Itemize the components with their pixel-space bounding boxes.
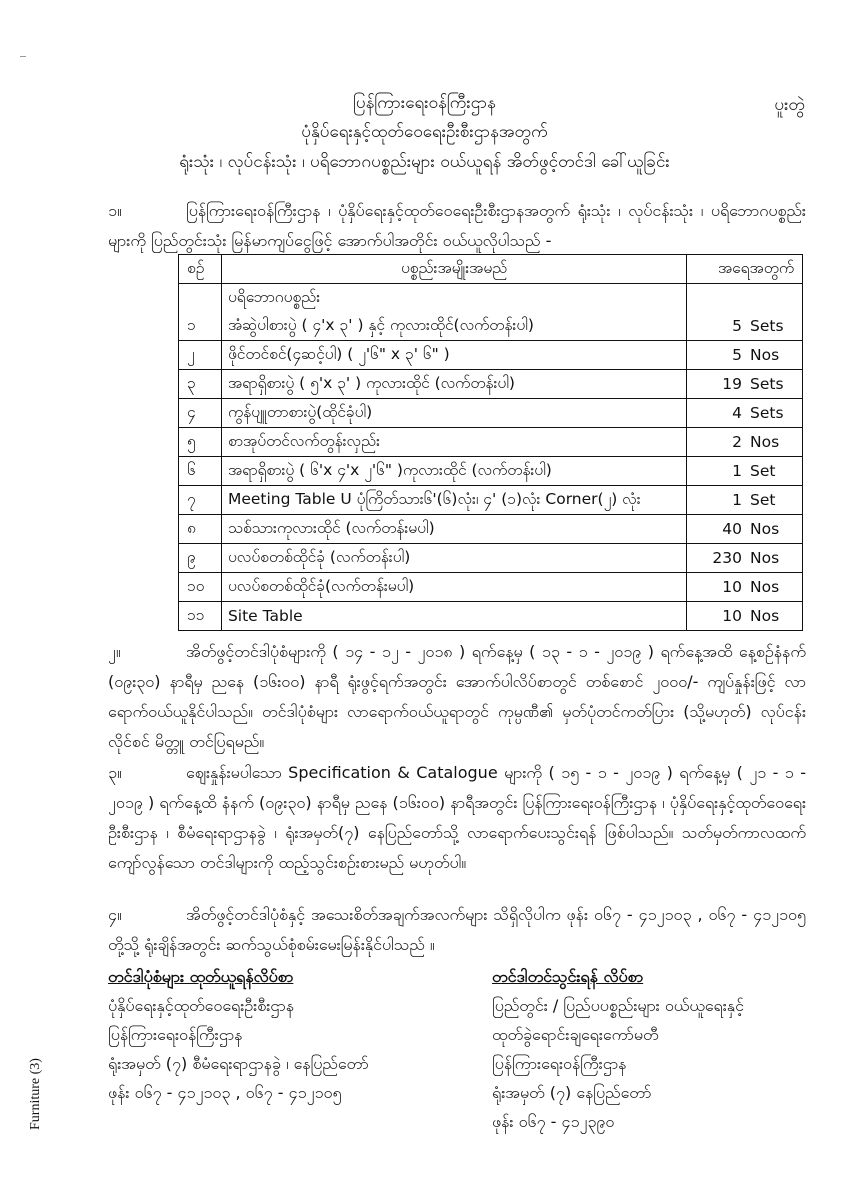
heading-department: ပုံနှိပ်ရေးနှင့်ထုတ်ဝေရေးဦးစီးဌာနအတွက် [301, 122, 548, 142]
address-phone: ဖုန်း ၀၆၇ - ၄၁၂၃၉၀ [492, 1112, 615, 1131]
row-no: ၆ [179, 457, 222, 486]
address-line: ပြည်တွင်း / ပြည်ပပစ္စည်းများ ဝယ်ယူရေးနှင့် [492, 996, 744, 1015]
table-row [179, 341, 803, 370]
row-qty-value: 230 [712, 549, 742, 567]
tender-submission-address [492, 962, 812, 1136]
row-quantity [687, 486, 803, 515]
row-quantity [687, 515, 803, 544]
heading-tender-title: ရုံးသုံး ၊ လုပ်ငန်းသုံး ၊ ပရိဘောဂပစ္စည်းများ ဝယ်ယူရန် အိတ်ဖွင့်တင်ဒါ ခေါ်ယူခြင်း [179, 152, 670, 172]
tender-submission-address-title: တင်ဒါတင်သွင်းရန် လိပ်စာ [492, 967, 644, 986]
header-quantity: အရေအတွက် [687, 255, 803, 284]
paragraph-4 [108, 900, 806, 960]
row-item: အရာရှိစားပွဲ ( ၅'x ၃' ) ကုလားထိုင် (လက်တန်းပါ) [221, 370, 686, 399]
paragraph-4-number: ၄။ [108, 905, 122, 924]
row-no: ၉ [179, 544, 222, 573]
row-no: ၅ [179, 428, 222, 457]
row-qty-value: 5 [732, 346, 742, 364]
row-qty-value: 4 [732, 404, 742, 422]
row-qty-value: 5 [732, 317, 742, 335]
side-file-label: Furniture (3) [28, 1058, 43, 1130]
row-item: စာအုပ်တင်လက်တွန်းလှည်း [221, 428, 686, 457]
row-qty-unit: Sets [750, 404, 784, 422]
scan-mark [20, 56, 26, 57]
table-row [179, 370, 803, 399]
row-qty-unit: Nos [750, 433, 780, 451]
form-collection-address [108, 962, 438, 1107]
address-line: ထုတ်ခွဲရောင်းချရေးကော်မတီ [492, 1025, 659, 1044]
row-no: ၄ [179, 399, 222, 428]
row-item: ပလပ်စတစ်ထိုင်ခုံ(လက်တန်းမပါ) [221, 573, 686, 602]
header-no: စဉ် [179, 255, 222, 284]
paragraph-1 [108, 196, 806, 256]
row-quantity [687, 457, 803, 486]
paragraph-1-number: ၁။ [108, 201, 122, 220]
row-item: အံဆွဲပါစားပွဲ ( ၄'x ၃' ) နှင့် ကုလားထိုင်(လက်တန်းပါ) [221, 312, 686, 341]
heading-ministry: ပြန်ကြားရေးဝန်ကြီးဌာန [353, 93, 496, 113]
row-qty-unit: Set [750, 462, 776, 480]
section-label: ပရိဘောဂပစ္စည်း [221, 284, 686, 313]
row-qty-unit: Set [750, 491, 776, 509]
paragraph-2-number: ၂။ [108, 642, 121, 661]
row-no: ၁ [179, 312, 222, 341]
table-row [179, 544, 803, 573]
header-item-name: ပစ္စည်းအမျိုးအမည် [221, 255, 686, 284]
row-qty-unit: Nos [750, 607, 780, 625]
row-no: ၁၁ [179, 602, 222, 631]
paragraph-2 [108, 637, 806, 757]
address-phone: ဖုန်း ၀၆၇ - ၄၁၂၁၀၃ , ၀၆၇ - ၄၁၂၁၀၅ [108, 1083, 342, 1102]
row-item: Meeting Table U ပုံကြိတ်သား၆'(၆)လုံး၊ ၄' (၁)လုံး Corner(၂) လုံး [221, 486, 686, 515]
row-no: ၇ [179, 486, 222, 515]
row-no: ၁၀ [179, 573, 222, 602]
attachment-label: ပူးတွဲ [774, 95, 805, 115]
row-qty-value: 10 [722, 578, 742, 596]
row-qty-unit: Sets [750, 375, 784, 393]
address-line: ပြန်ကြားရေးဝန်ကြီးဌာန [108, 1025, 243, 1044]
row-item: အရာရှိစားပွဲ ( ၆'x ၄'x ၂'၆" )ကုလားထိုင် (လက်တန်းပါ) [221, 457, 686, 486]
row-item: ကွန်ပျူတာစားပွဲ(ထိုင်ခုံပါ) [221, 399, 686, 428]
items-table [178, 254, 803, 631]
row-item: Site Table [221, 602, 686, 631]
row-qty-unit: Nos [750, 578, 780, 596]
table-row [179, 428, 803, 457]
address-line: ပြန်ကြားရေးဝန်ကြီးဌာန [492, 1054, 627, 1073]
table-row [179, 602, 803, 631]
table-row [179, 515, 803, 544]
table-row [179, 457, 803, 486]
table-row [179, 312, 803, 341]
row-item: သစ်သားကုလားထိုင် (လက်တန်းမပါ) [221, 515, 686, 544]
row-item: ပလပ်စတစ်ထိုင်ခုံ (လက်တန်းပါ) [221, 544, 686, 573]
row-qty-value: 40 [722, 520, 742, 538]
row-quantity [687, 370, 803, 399]
table-row [179, 399, 803, 428]
table-row [179, 486, 803, 515]
row-qty-value: 19 [722, 375, 742, 393]
row-no: ၈ [179, 515, 222, 544]
paragraph-1-text: ပြန်ကြားရေးဝန်ကြီးဌာန ၊ ပုံနှိပ်ရေးနှင့်ထုတ်ဝေရေးဦးစီးဌာနအတွက် ရုံးသုံး ၊ လုပ်ငန်းသုံး ၊ ပရိဘောဂပစ္စည်းများကို ပြည်တွင်းသုံး မြန်မာကျပ်ငွေဖြင့် အောက်ပါအတိုင်း ဝယ်ယူလိုပါသည် - [108, 201, 806, 250]
row-quantity [687, 341, 803, 370]
row-quantity [687, 573, 803, 602]
row-quantity [687, 312, 803, 341]
paragraph-3 [108, 758, 806, 878]
row-qty-value: 1 [732, 462, 742, 480]
row-qty-value: 2 [732, 433, 742, 451]
row-qty-unit: Nos [750, 520, 780, 538]
row-quantity [687, 399, 803, 428]
form-collection-address-title: တင်ဒါပုံစံများ ထုတ်ယူရန်လိပ်စာ [108, 967, 294, 986]
row-no: ၃ [179, 370, 222, 399]
table-section-row [179, 284, 803, 313]
paragraph-3-number: ၃။ [108, 763, 122, 782]
table-header-row [179, 255, 803, 284]
row-qty-unit: Nos [750, 549, 780, 567]
row-quantity [687, 602, 803, 631]
address-line: ပုံနှိပ်ရေးနှင့်ထုတ်ဝေရေးဦးစီးဌာန [108, 996, 294, 1015]
row-no: ၂ [179, 341, 222, 370]
paragraph-2-text: အိတ်ဖွင့်တင်ဒါပုံစံများကို ( ၁၄ - ၁၂ - ၂၀၁၈ ) ရက်နေ့မှ ( ၁၃ - ၁ - ၂၀၁၉ ) ရက်နေ့အထိ နေ့စဉ်နံနက် (၀၉း၃၀) နာရီမှ ညနေ (၁၆း၀၀) နာရီ ရုံးဖွင့်ရက်အတွင်း အောက်ပါလိပ်စာတွင် တစ်စောင် ၂၀၀၀/- ကျပ်နှုန်းဖြင့် လာရောက်ဝယ်ယူနိုင်ပါသည်။ တင်ဒါပုံစံများ လာရောက်ဝယ်ယူရာတွင် ကုမ္ပဏီ၏ မှတ်ပုံတင်ကတ်ပြား (သို့မဟုတ်) လုပ်ငန်းလိုင်စင် မိတ္တူ တင်ပြရမည်။ [108, 642, 806, 751]
row-qty-unit: Nos [750, 346, 780, 364]
row-qty-value: 10 [722, 607, 742, 625]
row-qty-value: 1 [732, 491, 742, 509]
row-quantity [687, 428, 803, 457]
paragraph-4-text: အိတ်ဖွင့်တင်ဒါပုံစံနှင့် အသေးစိတ်အချက်အလက်များ သိရှိလိုပါက ဖုန်း ၀၆၇ - ၄၁၂၁၀၃ , ၀၆၇ - ၄၁၂၁၀၅ တို့သို့ ရုံးချိန်အတွင်း ဆက်သွယ်စုံစမ်းမေးမြန်းနိုင်ပါသည် ။ [108, 905, 806, 954]
row-item: ဖိုင်တင်စင်(၄ဆင့်ပါ) ( ၂'၆" x ၃' ၆" ) [221, 341, 686, 370]
row-qty-unit: Sets [750, 317, 784, 335]
address-line: ရုံးအမှတ် (၇) နေပြည်တော် [492, 1083, 652, 1102]
row-quantity [687, 544, 803, 573]
table-row [179, 573, 803, 602]
address-line: ရုံးအမှတ် (၇) စီမံရေးရာဌာနခွဲ ၊ နေပြည်တော် [108, 1054, 369, 1073]
paragraph-3-text: ဈေးနှုန်းမပါသော Specification & Catalogue များကို ( ၁၅ - ၁ - ၂၀၁၉ ) ရက်နေ့မှ ( ၂၁ - ၁ - ၂၀၁၉ ) ရက်နေ့ထိ နံနက် (၀၉း၃၀) နာရီမှ ညနေ (၁၆း၀၀) နာရီအတွင်း ပြန်ကြားရေးဝန်ကြီးဌာန ၊ ပုံနှိပ်ရေးနှင့်ထုတ်ဝေရေးဦးစီးဌာန ၊ စီမံရေးရာဌာနခွဲ ၊ ရုံးအမှတ်(၇) နေပြည်တော်သို့ လာရောက်ပေးသွင်းရန် ဖြစ်ပါသည်။ သတ်မှတ်ကာလထက် ကျော်လွန်သော တင်ဒါများကို ထည့်သွင်းစဉ်းစားမည် မဟုတ်ပါ။ [108, 763, 806, 872]
